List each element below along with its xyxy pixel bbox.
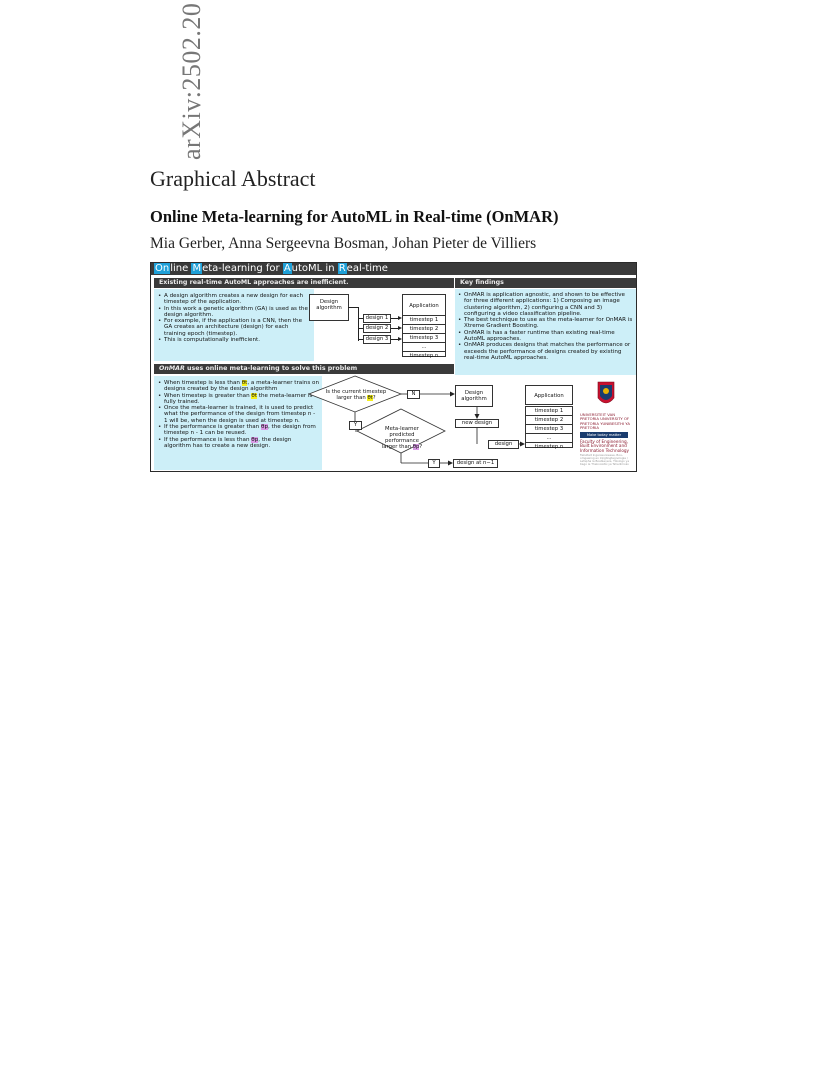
banner-text: eta-learning for — [202, 263, 283, 274]
section-heading: Graphical Abstract — [150, 166, 316, 191]
design-box: design — [488, 440, 519, 449]
panel-existing-title: Existing real-time AutoML approaches are inefficient. — [154, 278, 454, 288]
banner-text: utoML in — [291, 263, 338, 274]
design-prev-box: design at n−1 — [453, 459, 498, 468]
timestep-cell: ... — [526, 434, 572, 443]
timestep-cell: timestep 3 — [403, 334, 445, 343]
banner-text: line — [170, 263, 192, 274]
bullet: • OnMAR is application agnostic, and shown to be effective for three different applications: 1) Composing an image clustering algorithm, 2) configuring a CNN and 3) configuring a video classification pipeline. — [458, 292, 633, 317]
theta-p-mark: θp — [412, 444, 420, 450]
application-box: Application — [525, 385, 573, 405]
bullet: • In this work a genetic algorithm (GA) is used as the design algorithm. — [158, 306, 311, 319]
no-label: N — [407, 390, 420, 399]
timestep-cell: timestep 2 — [403, 325, 445, 334]
bullet: • If the performance is greater than θp, the design from timestep n - 1 can be reused. — [158, 424, 319, 437]
banner-text: eal-time — [346, 263, 388, 274]
decision-performance-label: Meta-learner predicted performance larger than θp? — [381, 426, 423, 450]
design-box: design 3 — [363, 335, 391, 344]
banner-highlight: On — [155, 263, 170, 274]
panel-onmar-title-text: uses online meta-learning to solve this problem — [184, 365, 358, 372]
banner-highlight: A — [283, 263, 291, 274]
onmar-name: OnMAR — [159, 365, 185, 372]
timestep-cell: timestep 1 — [526, 407, 572, 416]
theta-t-mark: θt — [367, 395, 373, 401]
bullet: • When timestep is greater than θt the meta-learner is fully trained. — [158, 393, 319, 406]
bullet: • A design algorithm creates a new design for each timestep of the application. — [158, 293, 311, 306]
faculty-name: Faculty of Engineering, Built Environment and Information Technology — [580, 439, 630, 453]
bullet: • When timestep is less than θt, a meta-learner trains on designs created by the design algorithm — [158, 380, 319, 393]
theta-p-mark: θp — [261, 424, 268, 431]
bullet: • If the performance is less than θp, the design algorithm has to create a new design. — [158, 437, 319, 450]
bullet: • This is computationally inefficient. — [158, 337, 311, 343]
arxiv-stamp — [152, 0, 206, 160]
timestep-cell: timestep 3 — [526, 425, 572, 434]
design-box: design 2 — [363, 324, 391, 333]
faculty-fineprint: Fakulteit Ingenieurswese, Bou-omgewing en Inligtingtegnologie / Lefapha la Boetšenere, Tikologo ya Kago le Theknolotši ya Tshedimošo — [580, 453, 630, 466]
theta-p-mark: θp — [251, 436, 259, 443]
bullet: • OnMAR is has a faster runtime than existing real-time AutoML approaches. — [458, 330, 633, 343]
design-box: design 1 — [363, 314, 391, 323]
arxiv-id: arXiv:2502.20 — [177, 2, 206, 160]
banner-highlight: R — [338, 263, 346, 274]
bullet: • For example, if the application is a CNN, then the GA creates an architecture (design) for each training epoch (timestep). — [158, 318, 311, 337]
university-logo — [578, 380, 633, 466]
paper-title: Online Meta-learning for AutoML in Real-time (OnMAR) — [150, 207, 559, 226]
timestep-cell: timestep 1 — [403, 316, 445, 325]
bullet: • The best technique to use as the meta-learner for OnMAR is Xtreme Gradient Boosting. — [458, 317, 633, 330]
timestep-cell: timestep n — [409, 353, 439, 359]
timestep-cell: ... — [403, 343, 445, 352]
author-list: Mia Gerber, Anna Sergeevna Bosman, Johan Pieter de Villiers — [150, 235, 537, 252]
timestep-cell: timestep n — [534, 444, 564, 450]
bullet: • Once the meta-learner is trained, it is used to predict what the performance of the design from timestep n - 1 will be, when the design is used at timestep n. — [158, 405, 319, 424]
new-design-box: new design — [455, 419, 499, 428]
design-algorithm-box: Design algorithm — [309, 294, 349, 321]
timestep-list — [525, 406, 573, 448]
timestep-cell: timestep 2 — [526, 416, 572, 425]
yes-label: Y — [349, 421, 362, 430]
application-box: Application — [402, 294, 446, 316]
theta-t-mark: θt — [241, 380, 248, 386]
theta-t-mark: θt — [251, 392, 258, 399]
panel-findings-title: Key findings — [455, 278, 636, 288]
yes-label: Y — [428, 459, 440, 468]
university-name: UNIVERSITEIT VAN PRETORIA UNIVERSITY OF PRETORIA YUNIBESITHI YA PRETORIA — [580, 412, 630, 431]
design-algorithm-box: Design algorithm — [455, 385, 493, 407]
tagline-badge: Make today matter — [580, 432, 628, 438]
decision-timestep-label: Is the current timestep larger than θt? — [325, 389, 387, 401]
bullet: • OnMAR produces designs that matches the performance or exceeds the performance of designs created by existing real-time AutoML approaches. — [458, 342, 633, 361]
graphical-abstract-figure — [150, 262, 637, 472]
banner-highlight: M — [192, 263, 202, 274]
crest-icon — [578, 380, 633, 412]
